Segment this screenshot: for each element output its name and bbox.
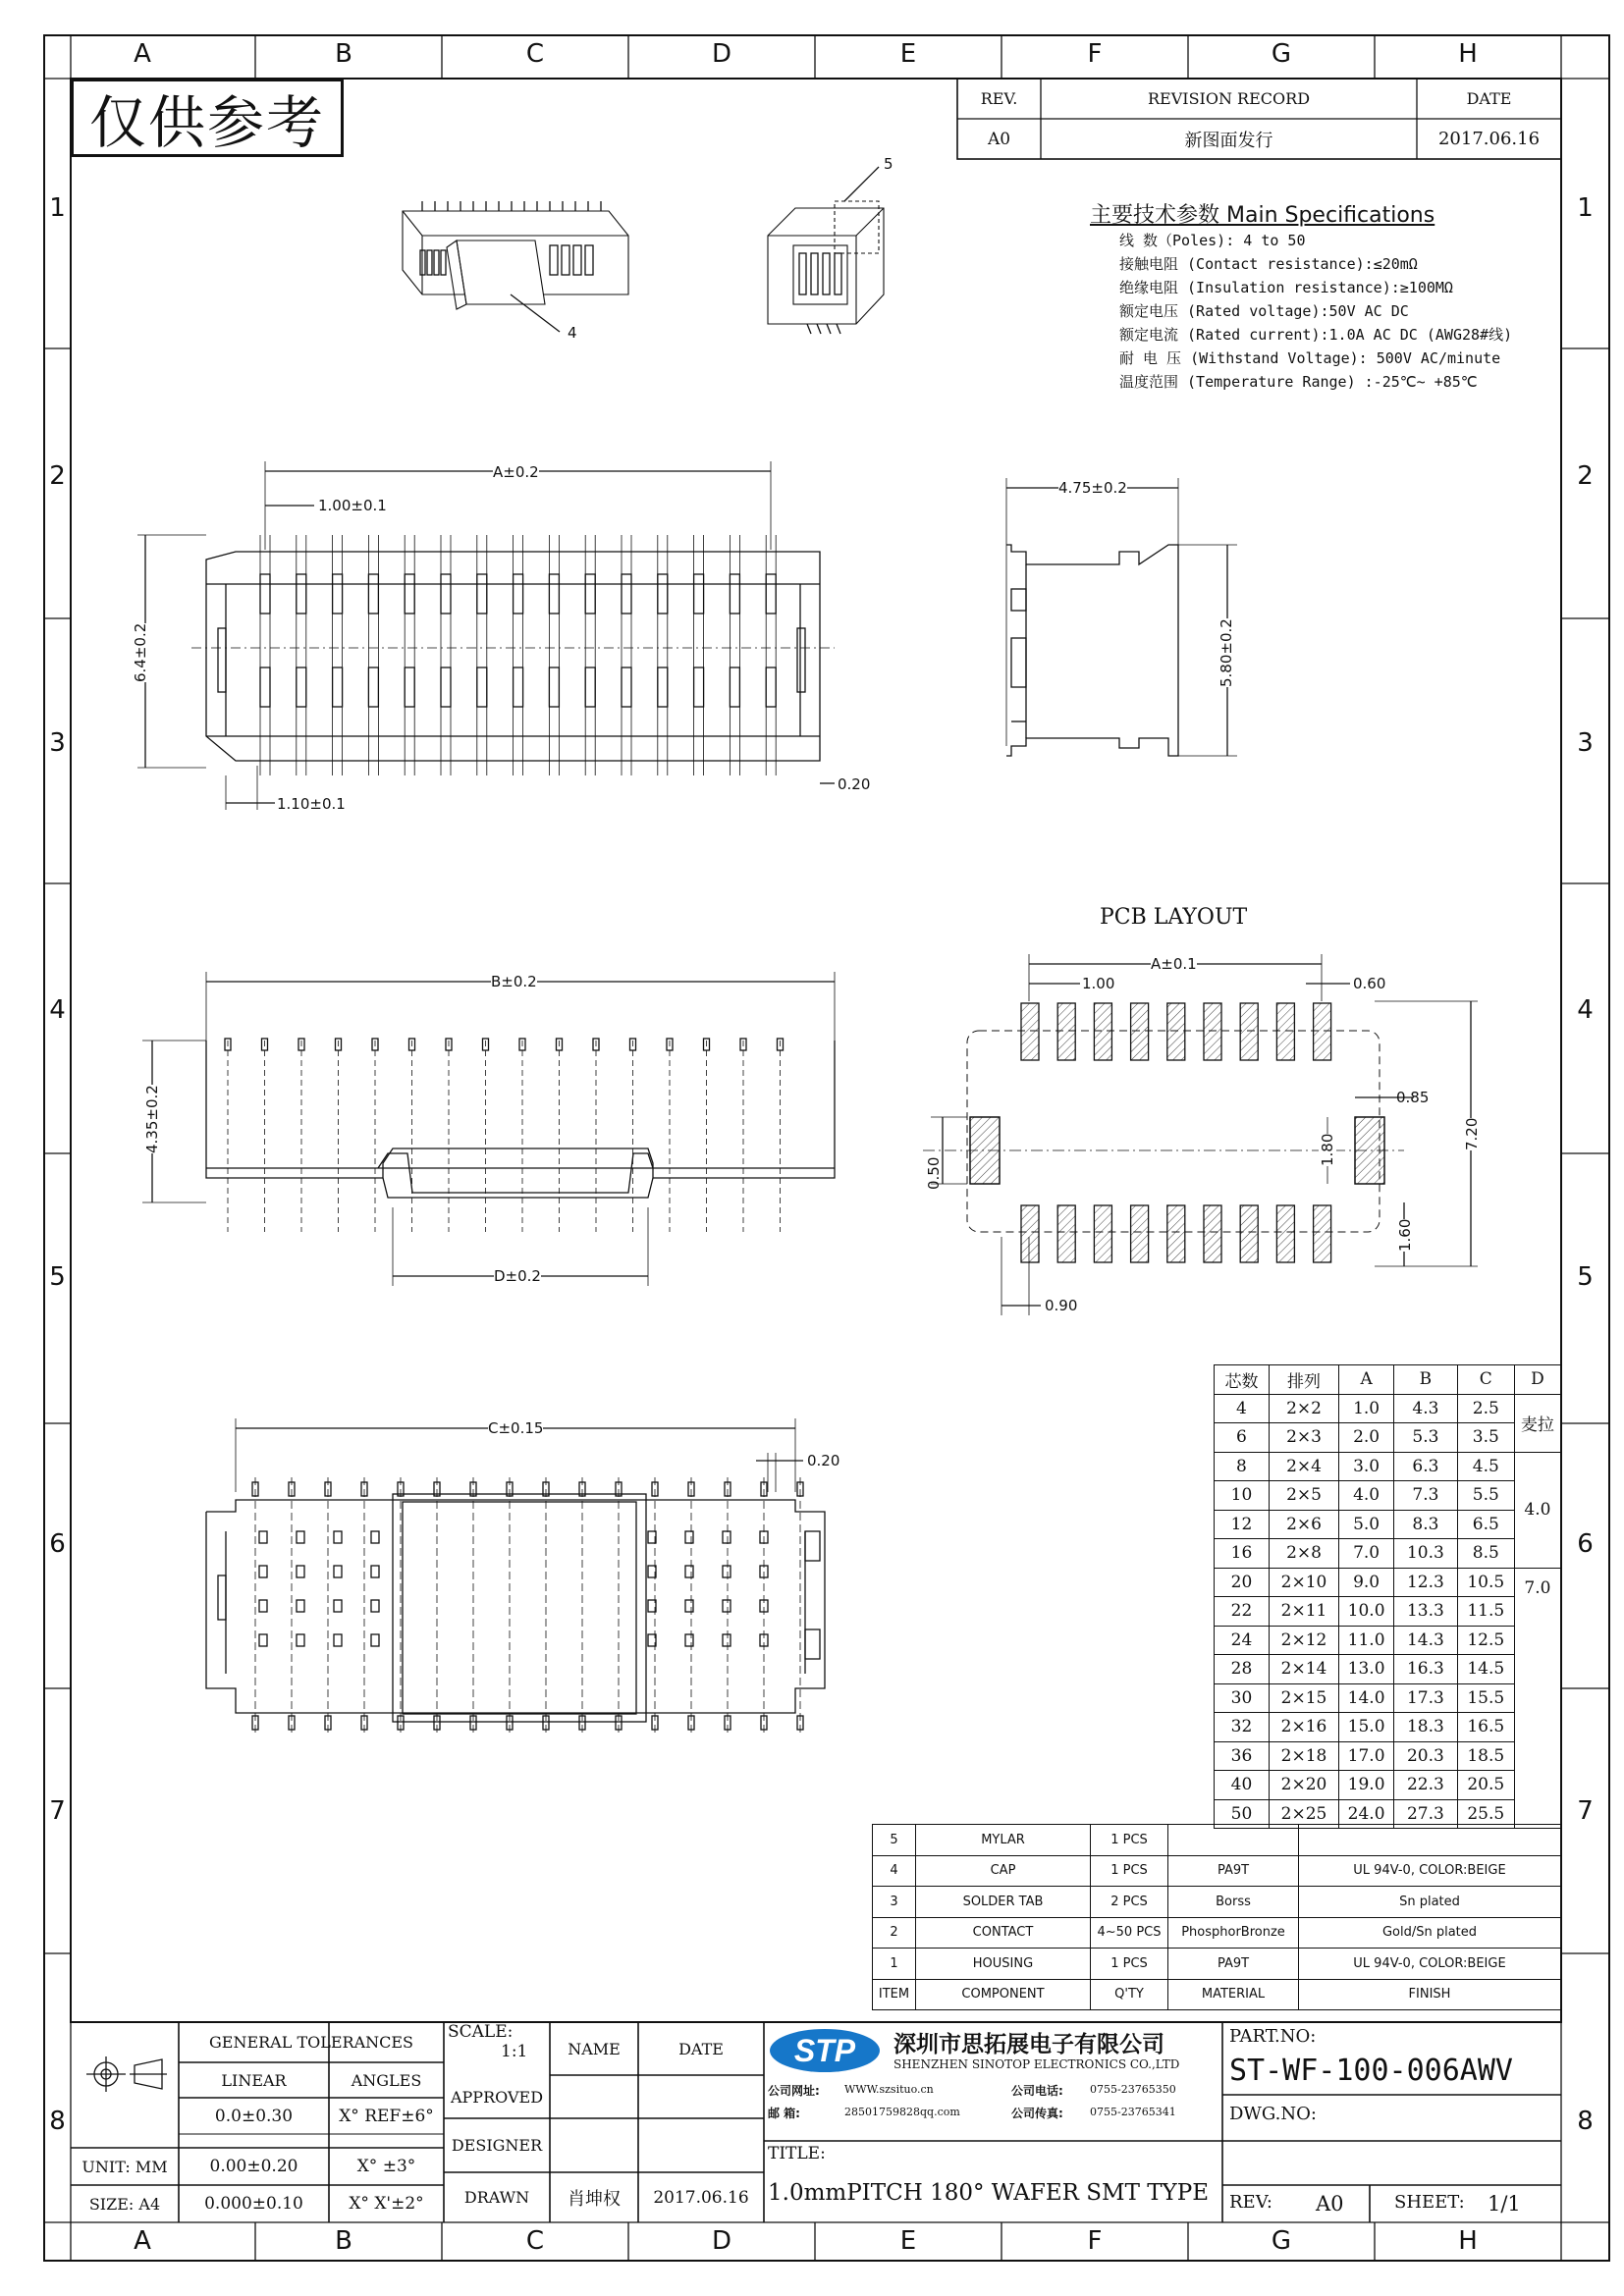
spec-line: 耐 电 压 (Withstand Voltage): 500V AC/minute [1119,349,1501,367]
contact-body [514,667,523,707]
spec-line: 温度范围 (Temperature Range) :-25℃~ +85℃ [1119,373,1478,391]
contact-window [297,1566,304,1577]
zone-col-b-top: B [335,39,352,69]
table-row: 40 2×20 19.0 22.3 20.5 [1215,1771,1561,1800]
pcb-pad [1314,1003,1331,1060]
size-table [1214,1364,1561,1829]
contact-window [371,1566,379,1577]
zone-row-4-left: 4 [49,995,66,1025]
zone-row-5-left: 5 [49,1262,66,1292]
pcb-layout-title: PCB LAYOUT [1100,905,1248,930]
table-row: 8 2×4 3.0 6.3 4.5 4.0 [1215,1452,1561,1481]
pcb-dim-0-60: 0.60 [1353,975,1386,992]
zone-col-a-bottom: A [134,2226,151,2256]
pcb-dim-1-00: 1.00 [1082,975,1115,992]
company-logo [768,2025,882,2076]
contact-body [658,667,668,707]
contact-body [730,574,739,614]
iso-slot [427,250,432,275]
date-header-tb: DATE [678,2039,724,2058]
bill-of-materials [872,1824,1561,2010]
contact-body [333,574,343,614]
contact-body [477,667,487,707]
bom-header: ITEM COMPONENT Q'TY MATERIAL FINISH [873,1979,1561,2010]
dim-0-20-top: 0.20 [807,1452,840,1469]
designer-label: DESIGNER [451,2136,543,2155]
company-name-cn: 深圳市思拓展电子有限公司 [893,2032,1164,2057]
pcb-pad [1021,1003,1039,1060]
pcb-tab-pad [970,1117,1000,1184]
drawn-date: 2017.06.16 [653,2187,749,2208]
pcb-pad [1094,1205,1111,1262]
fax-value: 0755-23765341 [1090,2106,1176,2118]
pcb-pad [1276,1003,1294,1060]
pcb-pad [1167,1205,1185,1262]
specs-title: 主要技术参数 Main Specifications [1090,203,1435,228]
callout-5: 5 [884,155,893,173]
table-row: 16 2×8 7.0 10.3 8.5 [1215,1539,1561,1569]
iso-pin [837,324,840,334]
iso-pin [817,324,821,334]
dim-1-10: 1.10±0.1 [277,795,346,813]
zone-col-f-bottom: F [1087,2226,1103,2256]
col-header: C [1457,1365,1514,1395]
table-row: 28 2×14 13.0 16.3 14.5 [1215,1655,1561,1684]
col-header: B [1394,1365,1458,1395]
col-header: D [1514,1365,1560,1395]
zone-col-g-top: G [1271,39,1292,69]
table-row: 32 2×16 15.0 18.3 16.5 [1215,1713,1561,1742]
pcb-pad [1057,1003,1075,1060]
iso-slot [562,245,569,275]
dim-pitch: 1.00±0.1 [318,497,387,514]
zone-row-6-right: 6 [1577,1529,1594,1559]
pcb-pad [1240,1205,1258,1262]
zone-row-6-left: 6 [49,1529,66,1559]
zone-col-e-top: E [899,39,917,69]
contact-window [334,1566,342,1577]
web-value: WWW.szsituo.cn [844,2083,934,2096]
dim-d: D±0.2 [494,1267,541,1285]
general-tolerances: GENERAL TOLERANCES [208,2033,414,2052]
mail-label: 邮 箱: [768,2107,800,2120]
contact-window [685,1600,693,1612]
iso-slot [550,245,558,275]
dim-a-top: A±0.2 [493,463,539,481]
zone-col-c-bottom: C [525,2226,545,2256]
scale-value: 1:1 [501,2042,528,2061]
zone-row-3-left: 3 [49,728,66,758]
dim-5-80: 5.80±0.2 [1218,618,1235,687]
size-label: SIZE: A4 [88,2194,161,2214]
contact-window [723,1634,731,1646]
table-row: 12 2×6 5.0 8.3 6.5 [1215,1510,1561,1539]
pcb-dim-1-60: 1.60 [1396,1218,1414,1252]
zone-col-g-bottom: G [1271,2226,1292,2256]
pcb-tab-pad [1355,1117,1384,1184]
contact-body [549,574,559,614]
angle-tol-2: X° ±3° [356,2157,416,2176]
iso-pin [807,324,811,334]
angle-tol-3: X° X'±2° [349,2194,424,2214]
drawn-name: 肖坤权 [568,2188,621,2210]
part-no: ST-WF-100-006AWV [1229,2054,1513,2088]
contact-body [658,574,668,614]
zone-row-5-right: 5 [1577,1262,1594,1292]
contact-window [334,1531,342,1543]
linear-tol-3: 0.000±0.10 [204,2194,303,2214]
contact-body [405,667,414,707]
contact-window [334,1600,342,1612]
mail-value: 28501759828qq.com [844,2106,960,2118]
revision-record-header: REVISION RECORD [1147,89,1311,108]
tel-value: 0755-23765350 [1090,2083,1176,2096]
contact-window [685,1566,693,1577]
contact-window [685,1634,693,1646]
iso-slot [811,253,818,294]
logo-text: STP [793,2033,856,2068]
contact-body [766,667,776,707]
zone-col-d-top: D [711,39,732,69]
zone-row-7-right: 7 [1577,1796,1594,1826]
contact-body [405,574,414,614]
table-row: 20 2×10 9.0 12.3 10.5 7.0 [1215,1568,1561,1597]
zone-col-f-top: F [1087,39,1103,69]
date-header: DATE [1466,89,1512,108]
pcb-pad [1167,1003,1185,1060]
table-row: 24 2×12 11.0 14.3 12.5 [1215,1626,1561,1655]
contact-body [297,574,306,614]
company-name-en: SHENZHEN SINOTOP ELECTRONICS CO.,LTD [893,2057,1180,2071]
name-header: NAME [568,2039,621,2058]
iso-pin [827,324,831,334]
zone-col-h-top: H [1458,39,1478,69]
zone-row-4-right: 4 [1577,995,1594,1025]
iso-slot [799,253,806,294]
drawing-title: 1.0mmPITCH 180° WAFER SMT TYPE [768,2180,1210,2206]
contact-body [730,667,739,707]
rev-header: REV. [980,89,1018,108]
contact-body [766,574,776,614]
zone-col-a-top: A [134,39,151,69]
zone-col-h-bottom: H [1458,2226,1478,2256]
drawn-label: DRAWN [463,2188,530,2207]
tel-label: 公司电话: [1011,2084,1063,2098]
contact-window [259,1566,267,1577]
iso-slot [823,253,830,294]
web-label: 公司网址: [768,2084,820,2098]
zone-row-2-right: 2 [1577,461,1594,491]
spec-line: 绝缘电阻 (Insulation resistance):≥100MΩ [1119,279,1453,296]
spec-line: 接触电阻 (Contact resistance):≤20mΩ [1119,255,1418,273]
zone-row-7-left: 7 [49,1796,66,1826]
contact-body [514,574,523,614]
table-row: 4 2×2 1.0 4.3 2.5 麦拉 [1215,1394,1561,1423]
title-label: TITLE: [768,2144,826,2163]
unit-label: UNIT: MM [81,2157,168,2176]
bom-row: 3 SOLDER TAB 2 PCS Borss Sn plated [873,1887,1561,1918]
contact-window [371,1600,379,1612]
pcb-dim-a: A±0.1 [1151,955,1197,973]
linear-tol-1: 0.0±0.30 [214,2106,294,2126]
zone-row-1-left: 1 [49,193,66,223]
size-table-header [1215,1365,1561,1395]
approved-label: APPROVED [450,2087,544,2107]
col-header: A [1339,1365,1394,1395]
pcb-pad [1276,1205,1294,1262]
zone-row-8-right: 8 [1577,2107,1594,2136]
zone-row-2-left: 2 [49,461,66,491]
contact-body [622,667,631,707]
iso-slot [835,253,841,294]
zone-row-3-right: 3 [1577,728,1594,758]
pcb-dim-0-85: 0.85 [1396,1089,1430,1106]
col-header: 芯数 [1215,1365,1270,1395]
iso-slot [573,245,581,275]
pcb-pad [1204,1003,1221,1060]
contact-body [260,574,270,614]
contact-body [585,574,595,614]
sheet-value: 1/1 [1488,2192,1521,2216]
contact-window [259,1634,267,1646]
pcb-pad [1314,1205,1331,1262]
contact-window [723,1600,731,1612]
zone-col-e-bottom: E [899,2226,917,2256]
sheet-label: SHEET: [1394,2192,1465,2213]
spec-line: 额定电流 (Rated current):1.0A AC DC (AWG28#线) [1119,326,1513,344]
rev-value: A0 [987,129,1011,149]
d-value-4: 4.0 [1514,1452,1560,1568]
zone-col-b-bottom: B [335,2226,352,2256]
contact-body [694,667,704,707]
table-row: 36 2×18 17.0 20.3 18.5 [1215,1741,1561,1771]
contact-body [441,574,451,614]
contact-body [585,667,595,707]
contact-window [371,1634,379,1646]
linear-tol-2: 0.00±0.20 [209,2157,298,2176]
table-row: 50 2×25 24.0 27.3 25.5 [1215,1799,1561,1829]
iso-slot [434,250,439,275]
contact-window [334,1634,342,1646]
contact-window [685,1531,693,1543]
bom-row: 5 MYLAR 1 PCS [873,1825,1561,1856]
dim-height-6-4: 6.4±0.2 [132,622,149,682]
contact-window [371,1531,379,1543]
angles-header: ANGLES [351,2070,422,2090]
contact-body [333,667,343,707]
pcb-pad [1021,1205,1039,1262]
bom-row: 2 CONTACT 4~50 PCS PhosphorBronze Gold/Sn plated [873,1917,1561,1949]
table-row: 30 2×15 14.0 17.3 15.5 [1215,1683,1561,1713]
table-row: 10 2×5 4.0 7.3 5.5 [1215,1481,1561,1511]
bom-row: 4 CAP 1 PCS PA9T UL 94V-0, COLOR:BEIGE [873,1855,1561,1887]
fax-label: 公司传真: [1011,2107,1063,2120]
d-value-7: 7.0 [1514,1568,1560,1829]
pcb-pad [1094,1003,1111,1060]
rev-label: REV: [1229,2192,1272,2213]
contact-window [723,1531,731,1543]
callout-4: 4 [568,324,577,342]
pcb-pad [1204,1205,1221,1262]
contact-window [297,1634,304,1646]
contact-body [549,667,559,707]
zone-row-1-right: 1 [1577,193,1594,223]
iso-slot [585,245,593,275]
contact-body [297,667,306,707]
zone-col-d-bottom: D [711,2226,732,2256]
pcb-dim-0-50: 0.50 [925,1156,943,1190]
linear-header: LINEAR [221,2070,287,2090]
zone-col-c-top: C [525,39,545,69]
table-row: 6 2×3 2.0 5.3 3.5 [1215,1423,1561,1453]
contact-body [694,574,704,614]
pcb-dim-7-20: 7.20 [1463,1117,1481,1150]
d-value-mylar: 麦拉 [1514,1394,1560,1452]
dim-4-75: 4.75±0.2 [1058,479,1127,497]
pcb-pad [1057,1205,1075,1262]
rev-value-tb: A0 [1316,2192,1344,2216]
dim-4-35: 4.35±0.2 [143,1085,161,1153]
col-header: 排列 [1269,1365,1338,1395]
bom-row: 1 HOUSING 1 PCS PA9T UL 94V-0, COLOR:BEIGE [873,1949,1561,1980]
zone-row-8-left: 8 [49,2107,66,2136]
pcb-dim-0-90: 0.90 [1045,1297,1078,1314]
revision-date: 2017.06.16 [1437,129,1541,149]
iso-slot [441,250,446,275]
contact-window [723,1566,731,1577]
contact-body [368,574,378,614]
contact-window [297,1531,304,1543]
dim-b: B±0.2 [491,973,537,990]
pcb-pad [1240,1003,1258,1060]
contact-body [622,574,631,614]
contact-body [260,667,270,707]
dim-c: C±0.15 [488,1419,544,1437]
dwg-no-label: DWG.NO: [1229,2104,1317,2124]
spec-line: 线 数（Poles): 4 to 50 [1119,232,1306,249]
contact-body [368,667,378,707]
pcb-dim-1-80: 1.80 [1319,1133,1336,1166]
reference-only-stamp: 仅供参考 [71,79,344,157]
spec-line: 额定电压 (Rated voltage):50V AC DC [1119,302,1409,320]
scale-label: SCALE: [448,2022,514,2042]
pcb-pad [1131,1003,1149,1060]
revision-description: 新图面发行 [1184,130,1273,151]
contact-window [259,1600,267,1612]
pcb-pad [1131,1205,1149,1262]
contact-window [297,1600,304,1612]
table-row: 22 2×11 10.0 13.3 11.5 [1215,1597,1561,1627]
contact-body [441,667,451,707]
dim-0-20-front: 0.20 [838,775,871,793]
part-no-label: PART.NO: [1229,2026,1317,2047]
contact-window [259,1531,267,1543]
contact-body [477,574,487,614]
angle-tol-1: X° REF±6° [339,2106,434,2126]
